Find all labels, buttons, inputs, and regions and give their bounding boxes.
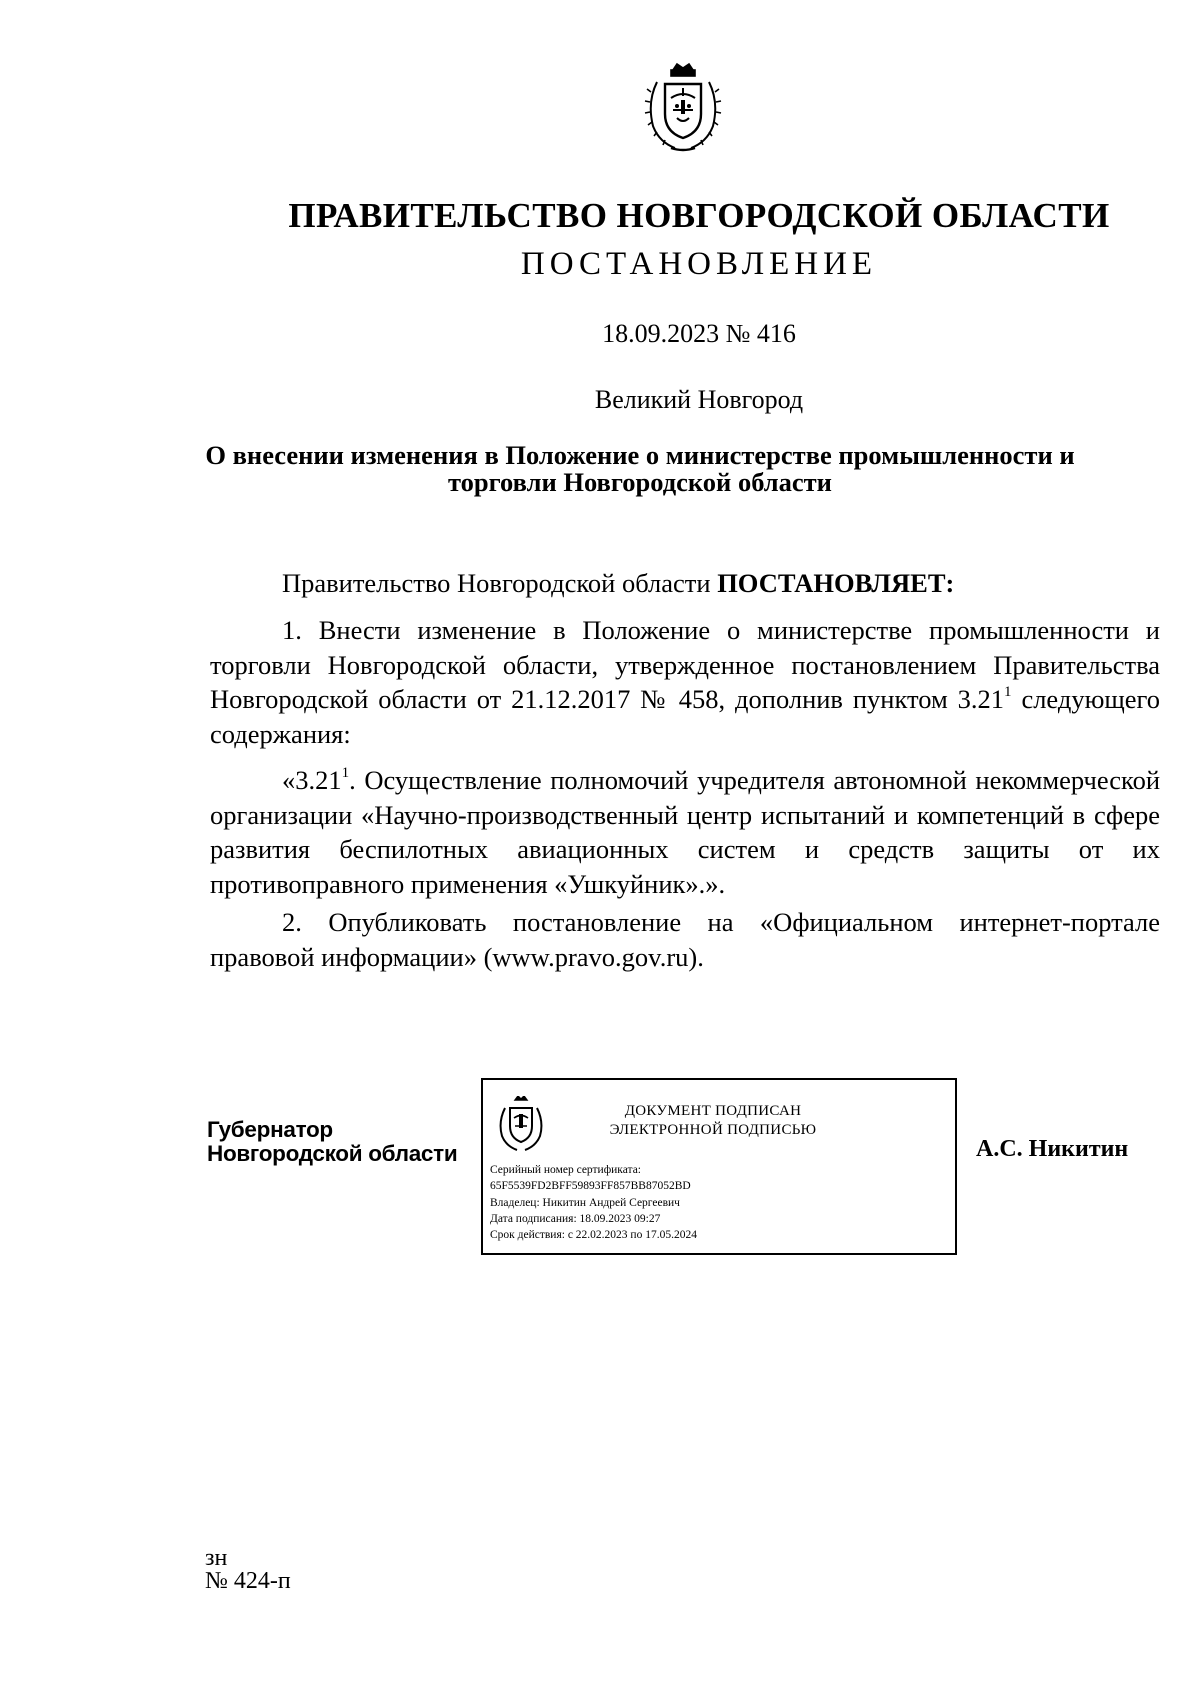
stamp-heading-line-2: ЭЛЕКТРОННОЙ ПОДПИСЬЮ [609,1122,817,1138]
cert-owner: Владелец: Никитин Андрей Сергеевич [490,1196,680,1209]
date-and-number: 18.09.2023 № 416 [602,319,796,348]
paragraph-1-text: 1. Внести изменение в Положение о министерстве промышленности и торговли Новгородской области, утвержденное постановлением Правительства Новгородской области от 21.12.2017 № 458, дополнив пунктом 3.21 [210,615,1160,714]
document-subject [200,442,1080,496]
cert-label: Серийный номер сертификата: [490,1164,641,1176]
superscript-2: 1 [341,765,350,782]
coat-of-arms-emblem [641,62,725,154]
paragraph-1-tail: следующего содержания: [210,684,1160,749]
stamp-heading [563,1102,863,1140]
position-line-1: Губернатор [207,1117,333,1142]
cert-serial: 65F5539FD2BFF59893FF857BB87052BD [490,1180,691,1193]
paragraph-1 [210,613,1160,751]
stamp-emblem-icon [495,1096,547,1152]
subject-line-1: О внесении изменения в Положение о министерстве промышленности и [205,440,1075,470]
intro-resolves: ПОСТАНОВЛЯЕТ: [717,568,955,598]
signer-name: А.С. Никитин [976,1136,1129,1162]
superscript-1: 1 [1004,684,1012,701]
document-type-heading: ПОСТАНОВЛЕНИЕ [520,246,878,282]
stamp-certificate-info [490,1162,697,1243]
electronic-signature-stamp [481,1078,957,1255]
footer-number: № 424-п [205,1568,291,1594]
authority-heading: ПРАВИТЕЛЬСТВО НОВГОРОДСКОЙ ОБЛАСТИ [288,196,1110,235]
amendment-number: «3.21 [282,765,342,795]
amendment-text: . Осуществление полномочий учредителя автономной некоммерческой организации «Научно-производственный центр испытаний и компетенций в сфере развития беспилотных авиационных систем и средств защиты от их противоправного применения «Ушкуйник».». [210,765,1160,899]
stamp-heading-line-1: ДОКУМЕНТ ПОДПИСАН [624,1103,802,1119]
resolution-intro [282,566,1152,601]
paragraph-2: 2. Опубликовать постановление на «Официальном интернет-портале правовой информации» (www.pravo.gov.ru). [210,907,1160,972]
footer-initials: зн [205,1545,228,1571]
sign-date: Дата подписания: 18.09.2023 09:27 [490,1212,661,1225]
paragraph-amendment [210,763,1160,901]
city-name: Великий Новгород [594,385,804,414]
intro-text: Правительство Новгородской области [282,568,718,598]
footer-reference [205,1547,291,1593]
subject-line-2: торговли Новгородской области [448,467,832,497]
position-line-2: Новгородской области [207,1141,458,1166]
signatory-position [207,1118,457,1166]
cert-validity: Срок действия: с 22.02.2023 по 17.05.2024 [490,1229,697,1242]
